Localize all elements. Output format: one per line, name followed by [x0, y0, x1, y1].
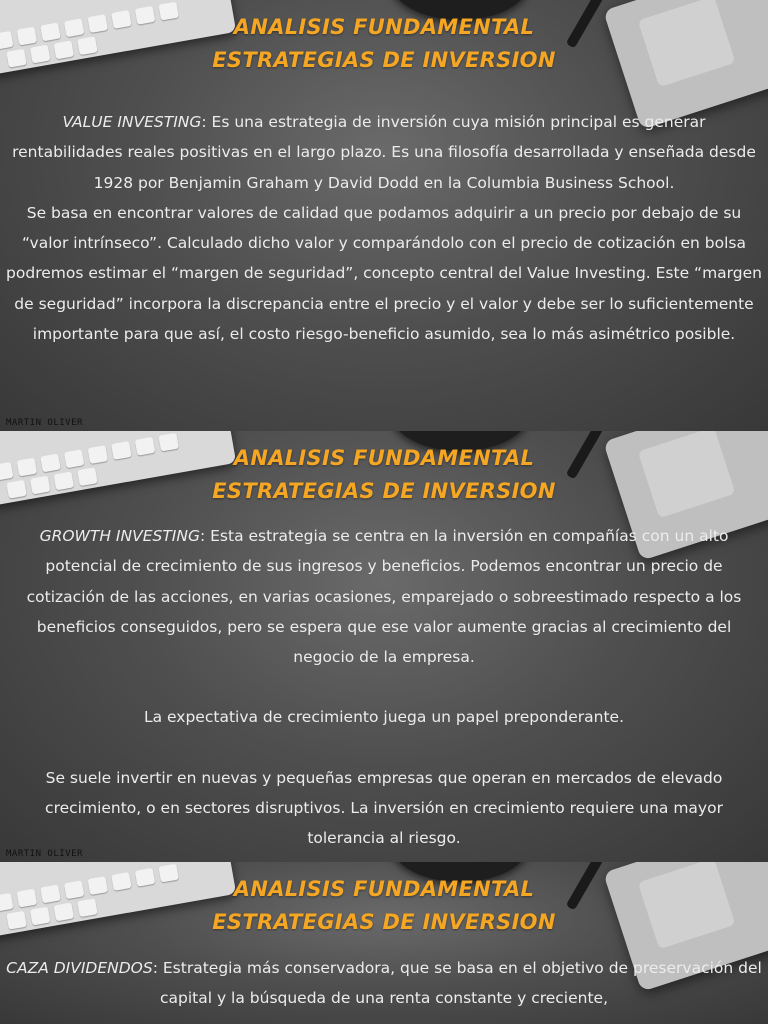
paragraph-text: : Es una estrategia de inversión cuya misión principal es generar rentabilidades reales positivas en el largo plazo. Es una filosofía desarrollada y enseñada desde 1928 por Benjamin Graham y David Dodd en la Columbia Business School.	[12, 113, 756, 192]
slide-caza-dividendos	[0, 862, 768, 1024]
paragraph	[6, 953, 762, 1014]
title-line-1: ANALISIS FUNDAMENTAL	[233, 446, 535, 470]
slide-title	[0, 873, 768, 939]
paragraph: Se basa en encontrar valores de calidad que podamos adquirir a un precio por debajo de su “valor intrínseco”. Calculado dicho valor y comparándolo con el precio de cotización en bolsa podremos estimar el “margen de seguridad”, concepto central del Value Investing. Este “margen de seguridad” incorpora la discrepancia entre el precio y el valor y debe ser lo suficientemente importante para que así, el costo riesgo-beneficio asumido, sea lo más asimétrico posible.	[6, 203, 762, 344]
slide-body	[6, 521, 762, 854]
slide-title	[0, 442, 768, 508]
paragraph	[6, 521, 762, 672]
title-line-2: ESTRATEGIAS DE INVERSION	[212, 48, 556, 72]
title-line-2: ESTRATEGIAS DE INVERSION	[212, 479, 556, 503]
strategy-term: GROWTH INVESTING	[39, 527, 200, 545]
slide-value-investing	[0, 0, 768, 431]
author-signature: MARTIN OLIVER	[6, 418, 83, 428]
strategy-term: VALUE INVESTING	[62, 113, 202, 131]
slide-title	[0, 11, 768, 77]
slide-body	[6, 953, 762, 1014]
paragraph-text: : Esta estrategia se centra en la inversión en compañías con un alto potencial de crecimiento de sus ingresos y beneficios. Podemos encontrar un precio de cotización de las acciones, en varias ocasiones, emparejado o sobreestimado respecto a los beneficios conseguidos, pero se espera que ese valor aumente gracias al crecimiento del negocio de la empresa.	[26, 527, 742, 667]
slide-growth-investing	[0, 431, 768, 862]
paragraph	[6, 107, 762, 198]
title-line-2: ESTRATEGIAS DE INVERSION	[212, 910, 556, 934]
paragraph-text: : Estrategia más conservadora, que se basa en el objetivo de preservación del capital y la búsqueda de una renta constante y creciente,	[152, 959, 762, 1008]
paragraph: La expectativa de crecimiento juega un papel preponderante.	[143, 708, 625, 727]
author-signature: MARTIN OLIVER	[6, 849, 83, 859]
slide-body	[6, 107, 762, 349]
title-line-1: ANALISIS FUNDAMENTAL	[233, 877, 535, 901]
strategy-term: CAZA DIVIDENDOS	[6, 959, 153, 977]
title-line-1: ANALISIS FUNDAMENTAL	[233, 15, 535, 39]
paragraph: Se suele invertir en nuevas y pequeñas empresas que operan en mercados de elevado crecimiento, o en sectores disruptivos. La inversión en crecimiento requiere una mayor tolerancia al riesgo.	[45, 768, 723, 848]
